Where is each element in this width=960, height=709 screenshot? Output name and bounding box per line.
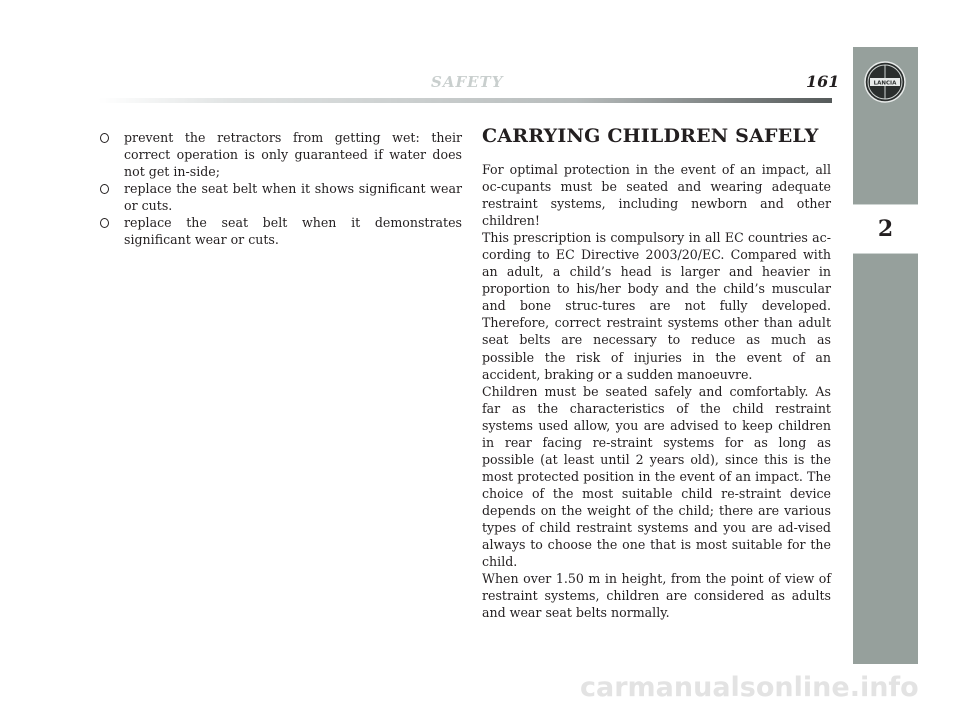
circle-bullet-icon	[100, 218, 109, 228]
section-title: CARRYING CHILDREN SAFELY	[482, 125, 819, 147]
paragraph: For optimal protection in the event of an impact, all oc-cupants must be seated and wearing adequate restraint systems, including newborn and other children!	[482, 162, 831, 229]
paragraph: When over 1.50 m in height, from the point of view of restraint systems, children are considered as adults and wear seat belts normally.	[482, 571, 831, 621]
chapter-indicator	[853, 204, 918, 254]
chapter-number: 2	[877, 216, 894, 242]
list-item-text: replace the seat belt when it demonstrates significant wear or cuts.	[124, 215, 462, 247]
list-item	[98, 214, 462, 248]
lancia-logo-icon	[863, 60, 907, 104]
list-item-text: prevent the retractors from getting wet: their correct operation is only guaranteed if water does not get in-side;	[124, 130, 462, 179]
section-body	[482, 161, 831, 621]
header-divider	[98, 98, 832, 103]
watermark: carmanualsonline.info	[580, 672, 919, 703]
svg-text:LANCIA: LANCIA	[873, 80, 897, 87]
maintenance-bullet-list	[98, 129, 462, 248]
chapter-side-tab	[853, 47, 918, 664]
list-item	[98, 180, 462, 214]
circle-bullet-icon	[100, 133, 109, 143]
paragraph: This prescription is compulsory in all EC countries ac-cording to EC Directive 2003/20/EC. Compared with an adult, a child’s head is larger and heavier in proportion to his/her body and the child’s muscular and bone struc-tures are not fully developed. Therefore, correct restraint systems other than adult seat belts are necessary to reduce as much as possible the risk of injuries in the event of an accident, braking or a sudden manoeuvre.	[482, 230, 831, 382]
list-item-text: replace the seat belt when it shows significant wear or cuts.	[124, 181, 462, 213]
page-number: 161	[806, 72, 840, 91]
list-item	[98, 129, 462, 180]
circle-bullet-icon	[100, 184, 109, 194]
paragraph: Children must be seated safely and comfortably. As far as the characteristics of the child restraint systems used allow, you are advised to keep children in rear facing re-straint systems for as long as possible (at least until 2 years old), since this is the most protected position in the event of an impact. The choice of the most suitable child re-straint device depends on the weight of the child; there are various types of child restraint systems and you are ad-vised always to choose the one that is most suitable for the child.	[482, 383, 831, 570]
page-header-title: SAFETY	[431, 73, 504, 91]
